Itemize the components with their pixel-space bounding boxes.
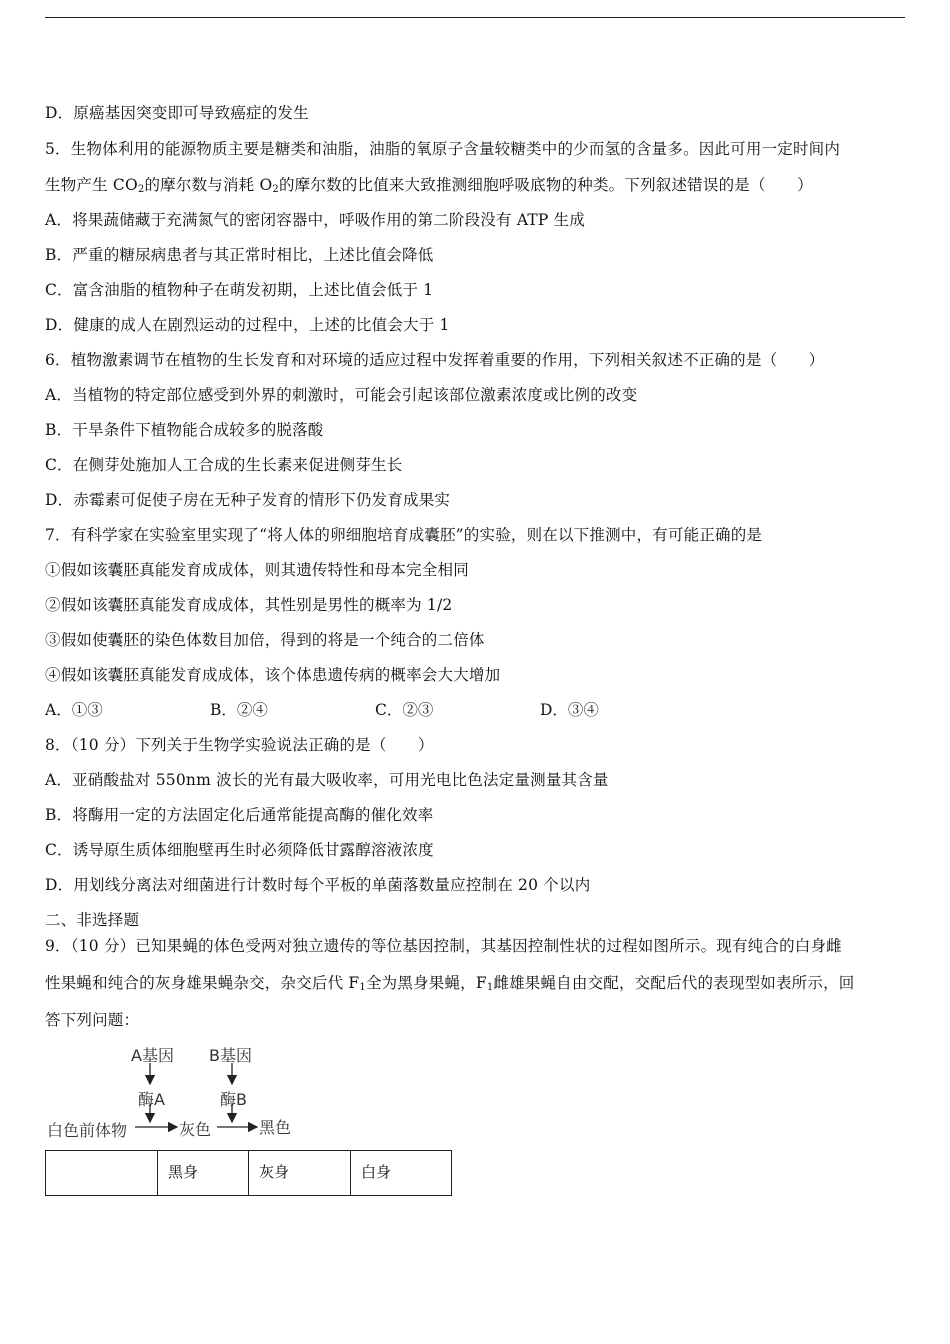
q7-statement-3: ③假如使囊胚的染色体数目加倍，得到的将是一个纯合的二倍体 [45, 631, 485, 649]
q7-statement-2: ②假如该囊胚真能发育成成体，其性别是男性的概率为 1/2 [45, 596, 453, 614]
enzyme-b-label: 酶B [220, 1090, 247, 1109]
q8-option-d: D．用划线分离法对细菌进行计数时每个平板的单菌落数量应控制在 20 个以内 [45, 876, 591, 894]
q6-option-a: A．当植物的特定部位感受到外界的刺激时，可能会引起该部位激素浓度或比例的改变 [45, 386, 638, 404]
q8-option-c: C．诱导原生质体细胞壁再生时必须降低甘露醇溶液浓度 [45, 841, 434, 859]
gene-pathway-diagram [45, 1040, 305, 1140]
q7-statement-1: ①假如该囊胚真能发育成成体，则其遗传特性和母本完全相同 [45, 561, 469, 579]
q7-option-c: C．②③ [375, 701, 434, 719]
table-header-gray: 灰身 [249, 1151, 351, 1196]
q9-stem-line2 [45, 973, 854, 998]
gene-a-label: A基因 [131, 1046, 174, 1065]
black-label: 黑色 [259, 1118, 292, 1137]
co2-subscript: 2 [137, 184, 145, 195]
q8-option-b: B．将酶用一定的方法固定化后通常能提高酶的催化效率 [45, 806, 434, 824]
table-row [46, 1151, 452, 1196]
q6-stem: 6．植物激素调节在植物的生长发育和对环境的适应过程中发挥着重要的作用，下列相关叙述不正确的是（ ） [45, 351, 825, 369]
q5-option-c: C．富含油脂的植物种子在萌发初期，上述比值会低于 1 [45, 281, 434, 299]
gene-b-label: B基因 [209, 1046, 252, 1065]
q5-option-a: A．将果蔬储藏于充满氮气的密闭容器中，呼吸作用的第二阶段没有 ATP 生成 [45, 211, 586, 229]
enzyme-a-label: 酶A [138, 1090, 165, 1109]
q9-text-b: 全为黑身果蝇，F [365, 974, 487, 992]
phenotype-table [45, 1150, 452, 1196]
q8-stem: 8．（10 分）下列关于生物学实验说法正确的是（ ） [45, 736, 434, 754]
q5-stem-text-c: 的摩尔数的比值来大致推测细胞呼吸底物的种类。下列叙述错误的是（ ） [278, 176, 813, 194]
q7-option-d: D．③④ [540, 701, 599, 719]
q5-option-b: B．严重的糖尿病患者与其正常时相比，上述比值会降低 [45, 246, 434, 264]
precursor-label: 白色前体物 [47, 1121, 128, 1140]
q9-text-c: 雌雄果蝇自由交配，交配后代的表现型如表所示，回 [493, 974, 855, 992]
table-cell-blank [46, 1151, 158, 1196]
q6-option-d: D．赤霉素可促使子房在无种子发育的情形下仍发育成果实 [45, 491, 451, 509]
q7-option-a: A．①③ [45, 701, 103, 719]
q6-option-c: C．在侧芽处施加人工合成的生长素来促进侧芽生长 [45, 456, 403, 474]
q5-stem-line1: 5．生物体利用的能源物质主要是糖类和油脂，油脂的氧原子含量较糖类中的少而氢的含量多。因此可用一定时间内 [45, 140, 841, 158]
q9-text-a: 性果蝇和纯合的灰身雄果蝇杂交，杂交后代 F [45, 974, 360, 992]
q8-option-a: A．亚硝酸盐对 550nm 波长的光有最大吸收率，可用光电比色法定量测量其含量 [45, 771, 609, 789]
table-header-black: 黑身 [158, 1151, 249, 1196]
q5-stem-line2 [45, 175, 813, 200]
q7-stem: 7．有科学家在实验室里实现了“将人体的卵细胞培育成囊胚”的实验，则在以下推测中，有可能正确的是 [45, 526, 763, 544]
header-rule [45, 17, 905, 18]
q7-statement-4: ④假如该囊胚真能发育成成体，该个体患遗传病的概率会大大增加 [45, 666, 501, 684]
f1-subscript: 1 [486, 982, 494, 993]
q9-stem-line3: 答下列问题： [45, 1011, 140, 1029]
table-header-white: 白身 [351, 1151, 452, 1196]
q9-stem-line1: 9．（10 分）已知果蝇的体色受两对独立遗传的等位基因控制，其基因控制性状的过程如图所示。现有纯合的白身雌 [45, 937, 842, 955]
gray-label: 灰色 [179, 1120, 212, 1139]
q5-option-d: D．健康的成人在剧烈运动的过程中，上述的比值会大于 1 [45, 316, 450, 334]
q6-option-b: B．干旱条件下植物能合成较多的脱落酸 [45, 421, 324, 439]
f1-subscript: 1 [359, 982, 366, 993]
o2-subscript: 2 [272, 184, 279, 195]
q5-stem-text-b: 的摩尔数与消耗 O [144, 176, 273, 194]
section-heading: 二、非选择题 [45, 911, 140, 929]
q7-option-b: B．②④ [210, 701, 268, 719]
q5-stem-text-a: 生物产生 CO [45, 176, 138, 194]
q4-option-d: D．原癌基因突变即可导致癌症的发生 [45, 104, 309, 122]
